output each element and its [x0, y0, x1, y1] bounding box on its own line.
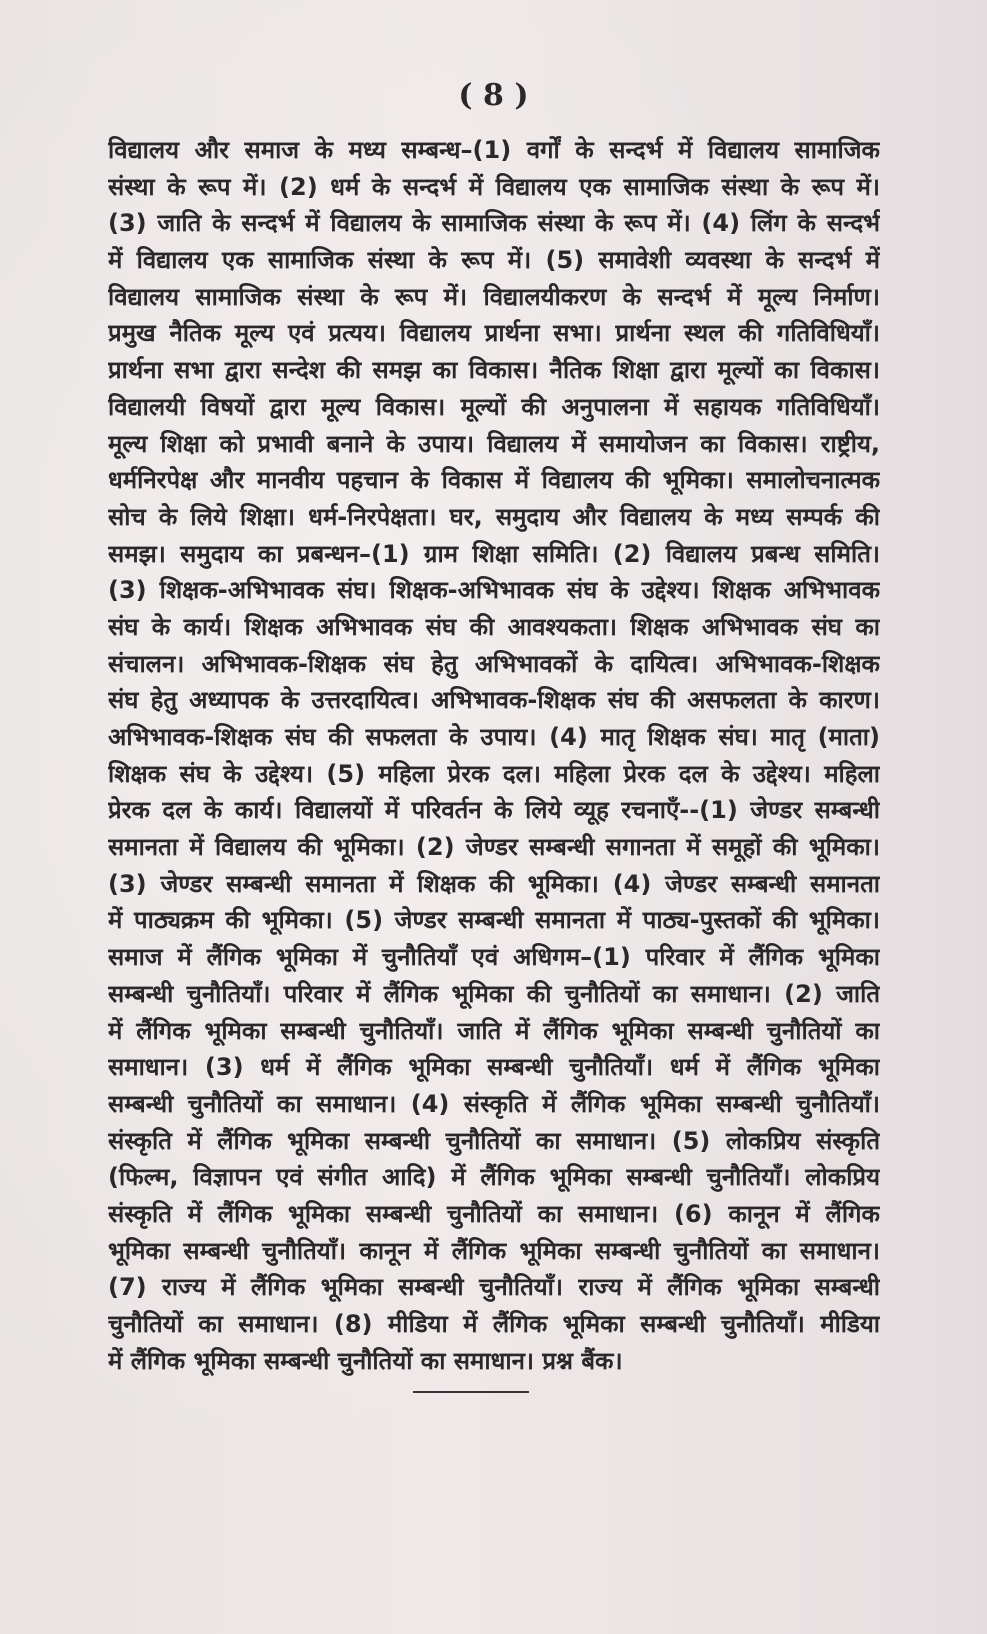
- text-line-last: में लैंगिक भूमिका सम्बन्धी चुनौतियों का समाधान। प्रश्न बैंक।: [108, 1346, 623, 1375]
- text-line: शिक्षक संघ के उद्देश्य। (5) महिला प्रेरक दल। महिला प्रेरक दल के उद्देश्य। महिला: [108, 759, 880, 788]
- text-line: में पाठ्यक्रम की भूमिका। (5) जेण्डर सम्बन्धी समानता में पाठ्य-पुस्तकों की भूमिका।: [108, 906, 880, 935]
- text-line: धर्मनिरपेक्ष और मानवीय पहचान के विकास में विद्यालय की भूमिका। समालोचनात्मक: [108, 466, 880, 495]
- text-line: विद्यालयी विषयों द्वारा मूल्य विकास। मूल्यों की अनुपालना में सहायक गतिविधियाँ।: [108, 392, 880, 421]
- text-line: संचालन। अभिभावक-शिक्षक संघ हेतु अभिभावकों के दायित्व। अभिभावक-शिक्षक: [108, 649, 880, 678]
- text-line: समाधान। (3) धर्म में लैंगिक भूमिका सम्बन्धी चुनौतियाँ। धर्म में लैंगिक भूमिका: [108, 1053, 880, 1082]
- text-line: संस्कृति में लैंगिक भूमिका सम्बन्धी चुनौतियों का समाधान। (6) कानून में लैंगिक: [108, 1199, 880, 1228]
- section-end-rule: [413, 1391, 529, 1393]
- text-line: समानता में विद्यालय की भूमिका। (2) जेण्डर सम्बन्धी सगानता में समूहों की भूमिका।: [108, 833, 880, 862]
- text-line: संघ के कार्य। शिक्षक अभिभावक संघ की आवश्यकता। शिक्षक अभिभावक संघ का: [108, 612, 880, 641]
- text-line: (फिल्म, विज्ञापन एवं संगीत आदि) में लैंगिक भूमिका सम्बन्धी चुनौतियाँ। लोकप्रिय: [108, 1163, 880, 1192]
- text-line: सम्बन्धी चुनौतियों का समाधान। (4) संस्कृति में लैंगिक भूमिका सम्बन्धी चुनौतियाँ।: [108, 1089, 880, 1118]
- text-line: (3) जेण्डर सम्बन्धी समानता में शिक्षक की भूमिका। (4) जेण्डर सम्बन्धी समानता: [108, 869, 880, 898]
- text-line: में विद्यालय एक सामाजिक संस्था के रूप में। (5) समावेशी व्यवस्था के सन्दर्भ में: [108, 246, 880, 275]
- text-line: संस्कृति में लैंगिक भूमिका सम्बन्धी चुनौतियों का समाधान। (5) लोकप्रिय संस्कृति: [108, 1126, 880, 1155]
- text-line: प्रेरक दल के कार्य। विद्यालयों में परिवर्तन के लिये व्यूह रचनाएँ--(1) जेण्डर सम्बन्धी: [108, 796, 880, 825]
- text-line: अभिभावक-शिक्षक संघ की सफलता के उपाय। (4) मातृ शिक्षक संघ। मातृ (माता): [108, 723, 880, 751]
- text-line: मूल्य शिक्षा को प्रभावी बनाने के उपाय। विद्यालय में समायोजन का विकास। राष्ट्रीय,: [108, 429, 880, 458]
- text-line: प्रमुख नैतिक मूल्य एवं प्रत्यय। विद्यालय प्रार्थना सभा। प्रार्थना स्थल की गतिविधियाँ।: [108, 319, 880, 348]
- contents-paragraph: [108, 132, 880, 1379]
- text-line: संघ हेतु अध्यापक के उत्तरदायित्व। अभिभावक-शिक्षक संघ की असफलता के कारण।: [108, 686, 880, 715]
- text-line: समझ। समुदाय का प्रबन्धन–(1) ग्राम शिक्षा समिति। (2) विद्यालय प्रबन्ध समिति।: [108, 539, 880, 568]
- text-line: संस्था के रूप में। (2) धर्म के सन्दर्भ में विद्यालय एक सामाजिक संस्था के रूप में।: [108, 172, 880, 201]
- text-line: में लैंगिक भूमिका सम्बन्धी चुनौतियाँ। जाति में लैंगिक भूमिका सम्बन्धी चुनौतियों का: [108, 1016, 880, 1045]
- text-line: सम्बन्धी चुनौतियाँ। परिवार में लैंगिक भूमिका की चुनौतियों का समाधान। (2) जाति: [108, 979, 880, 1008]
- text-line: सोच के लिये शिक्षा। धर्म-निरपेक्षता। घर, समुदाय और विद्यालय के मध्य सम्पर्क की: [108, 502, 880, 531]
- text-line: समाज में लैंगिक भूमिका में चुनौतियाँ एवं अधिगम–(1) परिवार में लैंगिक भूमिका: [108, 943, 880, 972]
- page-number: ( 8 ): [458, 78, 529, 113]
- text-line: प्रार्थना सभा द्वारा सन्देश की समझ का विकास। नैतिक शिक्षा द्वारा मूल्यों का विकास।: [108, 356, 880, 385]
- text-line: भूमिका सम्बन्धी चुनौतियाँ। कानून में लैंगिक भूमिका सम्बन्धी चुनौतियों का समाधान।: [108, 1236, 880, 1265]
- text-line: (3) शिक्षक-अभिभावक संघ। शिक्षक-अभिभावक संघ के उद्देश्य। शिक्षक अभिभावक: [108, 576, 880, 605]
- text-line: (7) राज्य में लैंगिक भूमिका सम्बन्धी चुनौतियाँ। राज्य में लैंगिक भूमिका सम्बन्धी: [108, 1273, 880, 1302]
- text-line: चुनौतियों का समाधान। (8) मीडिया में लैंगिक भूमिका सम्बन्धी चुनौतियाँ। मीडिया: [108, 1310, 880, 1338]
- text-line: विद्यालय सामाजिक संस्था के रूप में। विद्यालयीकरण के सन्दर्भ में मूल्य निर्माण।: [108, 282, 880, 311]
- text-line: (3) जाति के सन्दर्भ में विद्यालय के सामाजिक संस्था के रूप में। (4) लिंग के सन्दर्भ: [108, 209, 880, 238]
- text-line: विद्यालय और समाज के मध्य सम्बन्ध–(1) वर्गों के सन्दर्भ में विद्यालय सामाजिक: [108, 136, 880, 164]
